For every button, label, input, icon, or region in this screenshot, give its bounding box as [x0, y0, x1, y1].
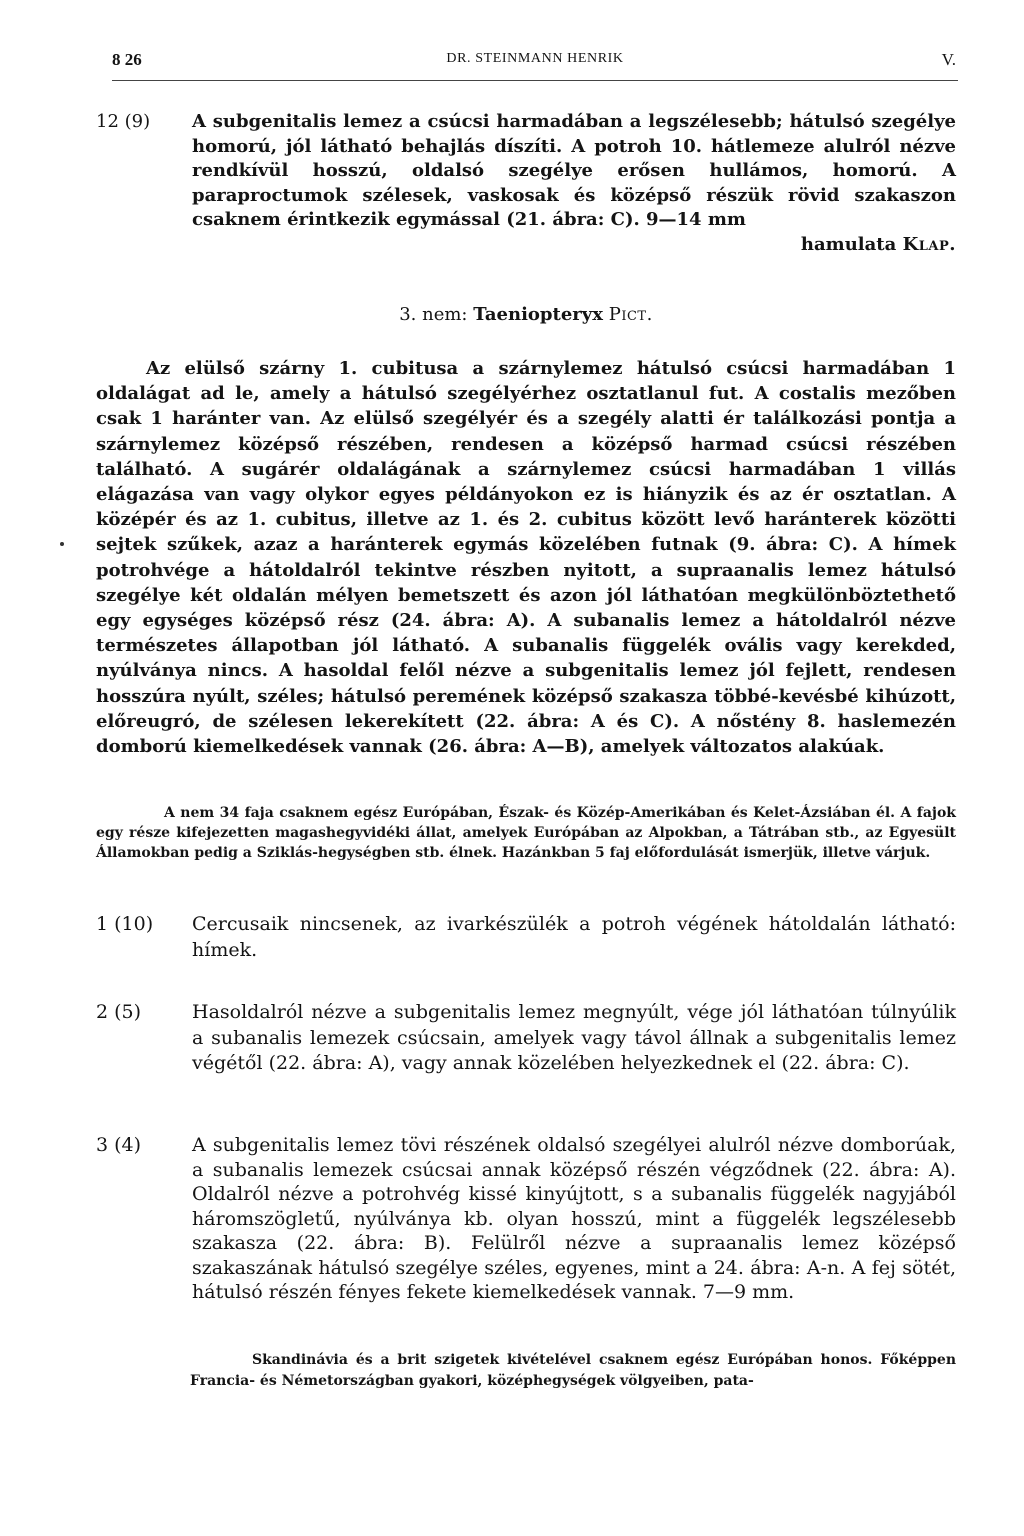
couplet-number: 1 (10) — [96, 913, 154, 935]
genus-heading — [96, 303, 956, 327]
key-couplet-3 — [96, 1133, 956, 1305]
margin-mark — [60, 542, 64, 546]
genus-name: Taeniopteryx — [473, 304, 603, 325]
genus-distribution: A nem 34 faja csaknem egész Európában, Észak- és Közép-Amerikában és Kelet-Ázsiában él. A fajok egy része kifejezetten magashegyvidéki állat, amelyek Európában az Alpokban, a Tátrában stb., az Egyesült Államokban pedig a Sziklás-hegységben stb. élnek. Hazánkban 5 faj előfordulását ismerjük, illetve várjuk. — [96, 805, 956, 861]
genus-author: Pict. — [608, 304, 653, 325]
key-couplet-12 — [96, 110, 956, 257]
couplet-number: 2 (5) — [96, 1001, 142, 1023]
chapter-number: V. — [941, 50, 956, 69]
key-couplet-1 — [96, 912, 956, 963]
genus-prefix: 3. nem: — [399, 304, 468, 325]
running-header — [112, 50, 958, 72]
couplet-text: Cercusaik nincsenek, az ivarkészülék a potroh végének hátoldalán látható: hímek. — [192, 913, 956, 961]
header-rule — [112, 80, 958, 81]
genus-description: Az elülső szárny 1. cubitusa a szárnylemez hátulsó csúcsi harmadában 1 oldalágat ad le, amely a hátulsó szegélyérhez osztatlanul fut. A costalis mezőben csak 1 haránter van. Az elülső szegélyér és a szegély alatti ér találkozási pontja a szárnylemez középső részében, rendesen a középső harmad csúcsi részében található. A sugárér oldalágának a szárnylemez csúcsi harmadában 1 villás elágazása van vagy olykor egyes példányokon ez is hiányzik és az ér osztatlan. A középér és az 1. cubitus, illetve az 1. és 2. cubitus között levő haránterek közötti sejtek szűkek, azaz a haránterek egymás közelében futnak (9. ábra: C). A hímek potrohvége a hátoldalról tekintve részben nyitott, a supraanalis lemez hátulsó szegélye két oldalán mélyen bemetszett és azon jól láthatóan megkülönböztethető egy egységes középső rész (24. ábra: A). A subanalis lemez a hátoldalról nézve természetes állapotban jól látható. A subanalis függelék ovális vagy kerekded, nyúlványa nincs. A hasoldal felől nézve a subgenitalis lemez jól fejlett, rendesen hosszúra nyúlt, széles; hátulsó peremének középső szakasza többé-kevésbé kihúzott, előreugró, de szélesen lekerekített (22. ábra: A és C). A nőstény 8. haslemezén domború kiemelkedések vannak (26. ábra: A—B), amelyek változatos alakúak. — [96, 358, 956, 758]
couplet-number: 3 (4) — [96, 1134, 142, 1156]
couplet-number: 12 (9) — [96, 111, 151, 132]
couplet-text: A subgenitalis lemez a csúcsi harmadában a legszélesebb; hátulsó szegélye homorú, jól látható behajlás díszíti. A potroh 10. hátlemeze alulról nézve rendkívül hosszú, oldalsó szegélye erősen hullámos, homorú. A paraproctumok szélesek, vaskosak és középső részük rövid szakaszon csaknem érintkezik egymással (21. ábra: C). 9—14 mm — [192, 111, 956, 230]
species-distribution: Skandinávia és a brit szigetek kivételével csaknem egész Európában honos. Főképpen Francia- és Németországban gyakori, középhegységek völgyeiben, pata- — [190, 1352, 956, 1389]
couplet-text: Hasoldalról nézve a subgenitalis lemez megnyúlt, vége jól láthatóan túlnyúlik a subanalis lemezek csúcsain, amelyek vagy távol állnak a subgenitalis lemez végétől (22. ábra: A), vagy annak közelében helyezkednek el (22. ábra: C). — [192, 1001, 956, 1074]
running-author: DR. STEINMANN HENRIK — [446, 51, 624, 66]
species-name: hamulata — [800, 233, 897, 255]
couplet-text: A subgenitalis lemez tövi részének oldalsó szegélyei alulról nézve domborúak, a subanalis lemezek csúcsai annak középső részén végződnek (22. ábra: A). Oldalról nézve a potrohvég kissé kinyújtott, s a subanalis függelék nagyjából háromszögletű, nyúlványa kb. olyan hosszú, mint a függelék legszélesebb szakasza (22. ábra: B). Felülről nézve a supraanalis lemez középső szakaszának hátulsó szegélye széles, egyenes, mint a 24. ábra: A-n. A fej sötét, hátulsó részén fényes fekete kiemelkedések vannak. 7—9 mm. — [192, 1134, 956, 1303]
key-couplet-2 — [96, 1000, 956, 1077]
page-number: 8 26 — [112, 50, 142, 69]
species-name-line — [96, 233, 956, 258]
species-author: Klap. — [902, 233, 956, 255]
